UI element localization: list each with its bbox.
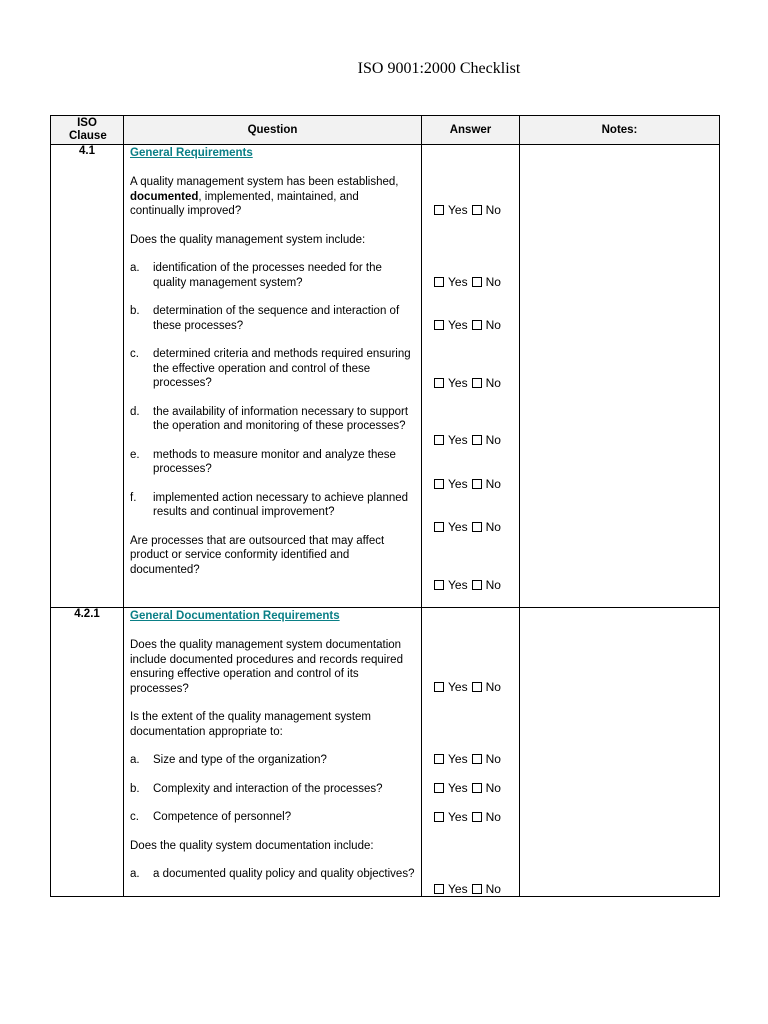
item-text: determined criteria and methods required ensuring the effective operation and control of these processes? [153,348,411,389]
header-question: Question [124,116,422,145]
header-row [51,116,720,145]
list-item [130,491,416,520]
list-item [130,867,416,882]
yes-checkbox[interactable] [434,884,444,894]
list-item [130,347,416,391]
no-checkbox[interactable] [472,378,482,388]
item-letter: e. [130,448,140,461]
yes-label: Yes [448,752,468,766]
no-label: No [485,781,501,795]
answer-yes-no [434,781,501,795]
column-divider [421,608,422,896]
list-item [130,753,416,768]
list-item [130,405,416,434]
notes-cell[interactable] [520,145,720,608]
item-letter: b. [130,782,140,795]
question-text-part: A quality management system has been established, [130,176,399,188]
yes-checkbox[interactable] [434,205,444,215]
question-intro: Does the quality management system include: [130,233,366,246]
answer-yes-no [434,882,501,896]
answer-yes-no [434,680,501,694]
answer-yes-no [434,578,501,592]
question-answer-cell [124,608,520,897]
notes-cell[interactable] [520,608,720,897]
item-text: determination of the sequence and interaction of these processes? [153,305,400,332]
no-checkbox[interactable] [472,682,482,692]
column-divider [421,145,422,607]
question-text: Are processes that are outsourced that may affect product or service conformity identified and documented? [130,534,385,576]
yes-label: Yes [448,433,468,447]
item-letter: a. [130,754,140,766]
section-title-link[interactable]: General Requirements [130,147,253,159]
clause-number: 4.2.1 [51,608,124,897]
no-checkbox[interactable] [472,783,482,793]
table-row [51,145,720,608]
yes-checkbox[interactable] [434,783,444,793]
yes-label: Yes [448,882,468,896]
yes-checkbox[interactable] [434,682,444,692]
answer-yes-no [434,433,501,447]
item-text: identification of the processes needed for the quality management system? [153,262,382,289]
question-intro: Is the extent of the quality management system documentation appropriate to: [130,711,371,738]
yes-checkbox[interactable] [434,754,444,764]
section-title-link[interactable]: General Documentation Requirements [130,610,340,622]
no-label: No [485,433,501,447]
yes-checkbox[interactable] [434,277,444,287]
header-notes: Notes: [520,116,720,145]
no-label: No [485,752,501,766]
no-checkbox[interactable] [472,522,482,532]
no-label: No [485,520,501,534]
item-text: Size and type of the organization? [153,754,327,766]
item-text: Competence of personnel? [153,811,292,823]
item-letter: c. [130,811,139,823]
item-text: Complexity and interaction of the processes? [153,782,383,795]
yes-label: Yes [448,318,468,332]
question-text-part: , implemented, maintained, and continually improved? [130,190,359,217]
yes-label: Yes [448,477,468,491]
question-text: Does the quality management system documentation include documented procedures and records required ensuring effective operation and control of its processes? [130,639,403,695]
no-label: No [485,203,501,217]
no-label: No [485,318,501,332]
yes-label: Yes [448,520,468,534]
yes-label: Yes [448,680,468,694]
no-checkbox[interactable] [472,884,482,894]
no-checkbox[interactable] [472,205,482,215]
no-label: No [485,376,501,390]
yes-checkbox[interactable] [434,580,444,590]
no-label: No [485,578,501,592]
question-answer-cell [124,145,520,608]
no-label: No [485,275,501,289]
list-item [130,448,416,477]
no-checkbox[interactable] [472,277,482,287]
answer-yes-no [434,318,501,332]
yes-checkbox[interactable] [434,378,444,388]
answer-yes-no [434,752,501,766]
item-text: a documented quality policy and quality objectives? [153,868,415,880]
yes-checkbox[interactable] [434,435,444,445]
table-row [51,608,720,897]
item-text: implemented action necessary to achieve planned results and continual improvement? [153,491,409,518]
no-label: No [485,810,501,824]
no-checkbox[interactable] [472,754,482,764]
list-item [130,304,416,333]
answer-yes-no [434,520,501,534]
question-bold-word: documented [130,190,199,203]
no-checkbox[interactable] [472,479,482,489]
answer-yes-no [434,477,501,491]
no-checkbox[interactable] [472,580,482,590]
yes-label: Yes [448,781,468,795]
question-intro: Does the quality system documentation include: [130,839,374,852]
answer-yes-no [434,376,501,390]
item-letter: f. [130,491,137,504]
list-item [130,810,416,825]
list-item [130,261,416,290]
header-iso-clause: ISO Clause [51,116,124,145]
question-text [130,175,416,219]
item-letter: b. [130,305,140,317]
no-label: No [485,680,501,694]
item-letter: a. [130,868,140,880]
yes-label: Yes [448,810,468,824]
yes-label: Yes [448,578,468,592]
yes-label: Yes [448,275,468,289]
yes-checkbox[interactable] [434,522,444,532]
answer-yes-no [434,275,501,289]
clause-number: 4.1 [51,145,124,608]
item-letter: c. [130,348,139,360]
no-label: No [485,477,501,491]
yes-checkbox[interactable] [434,479,444,489]
yes-label: Yes [448,376,468,390]
document-title: ISO 9001:2000 Checklist [357,60,521,77]
yes-checkbox[interactable] [434,812,444,822]
header-answer: Answer [422,116,520,145]
answer-yes-no [434,203,501,217]
item-letter: d. [130,405,140,418]
list-item [130,782,416,797]
no-checkbox[interactable] [472,320,482,330]
question-block [130,175,416,219]
no-checkbox[interactable] [472,435,482,445]
item-text: the availability of information necessary to support the operation and monitoring of these processes? [153,405,409,432]
item-text: methods to measure monitor and analyze these processes? [153,448,396,475]
yes-checkbox[interactable] [434,320,444,330]
item-letter: a. [130,262,140,274]
checklist-table [50,115,720,897]
answer-yes-no [434,810,501,824]
no-checkbox[interactable] [472,812,482,822]
yes-label: Yes [448,203,468,217]
no-label: No [485,882,501,896]
